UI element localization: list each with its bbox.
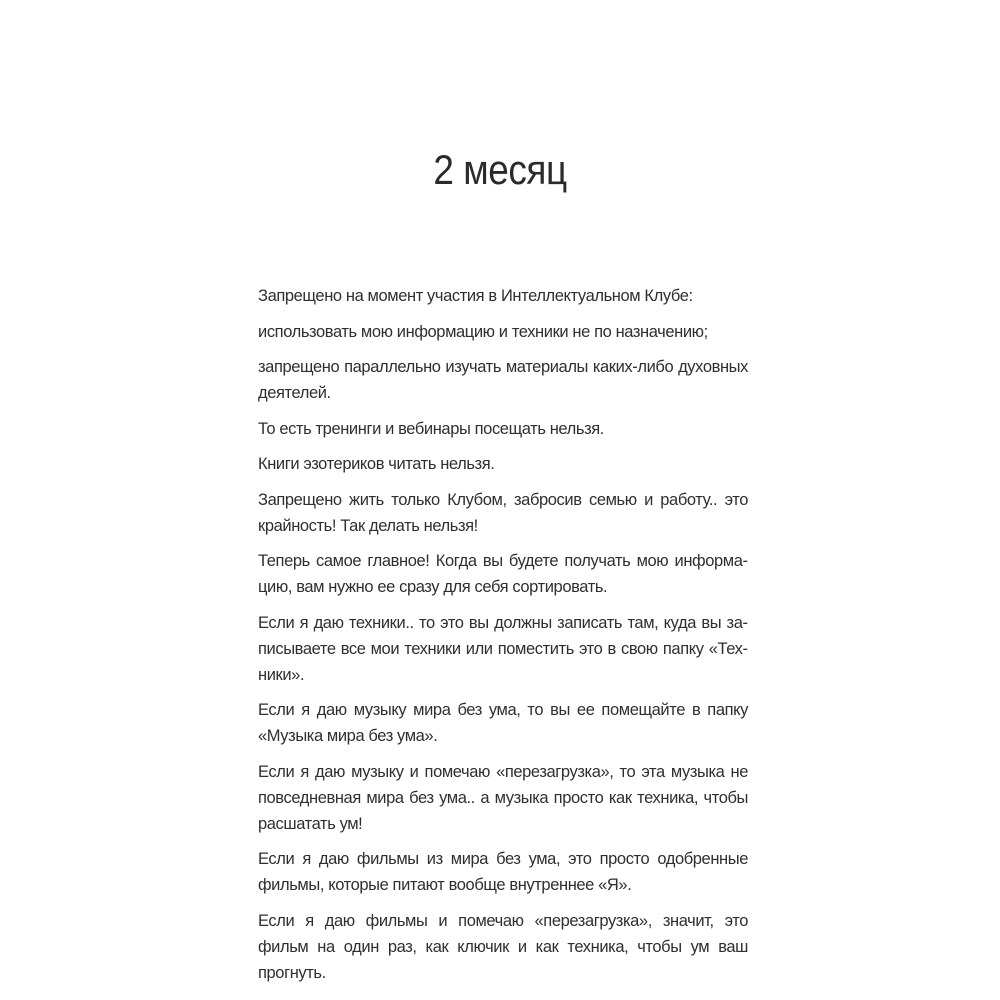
paragraph: использовать мою информацию и техники не по назначению; bbox=[258, 322, 708, 341]
paragraph: Запрещено жить только Клубом, забросив семью и работу.. это крайность! Так делать нельзя! bbox=[258, 490, 748, 535]
paragraph: Запрещено на момент участия в Интеллектуальном Клубе: bbox=[258, 287, 693, 305]
paragraph: То есть тренинги и вебинары посещать нельзя. bbox=[258, 419, 604, 438]
paragraph: Книги эзотериков читать нельзя. bbox=[258, 455, 495, 473]
paragraph: Если я даю техники.. то это вы должны записать там, куда вы записываете все мои техники или поместить это в свою папку «Техники». bbox=[258, 613, 748, 684]
body-text bbox=[258, 283, 748, 995]
paragraph: Теперь самое главное! Когда вы будете получать мою информацию, вам нужно ее сразу для себя сортировать. bbox=[258, 552, 748, 596]
paragraph: запрещено параллельно изучать материалы каких-либо духовных деятелей. bbox=[258, 358, 748, 402]
paragraph: Если я даю фильмы из мира без ума, это просто одобренные фильмы, которые питают вообще внутреннее «Я». bbox=[258, 850, 748, 894]
chapter-title: 2 месяц bbox=[433, 146, 567, 193]
paragraph: Если я даю музыку мира без ума, то вы ее помещайте в папку «Музыка мира без ума». bbox=[258, 701, 748, 745]
paragraph: Если я даю фильмы и помечаю «перезагрузка», значит, это фильм на один раз, как ключик и как техника, чтобы ум ваш прогнуть. bbox=[258, 911, 748, 982]
paragraph: Если я даю музыку и помечаю «перезагрузка», то эта музыка не повседневная мира без ума.. а музыка просто как техника, чтобы расшатать ум! bbox=[258, 762, 748, 833]
